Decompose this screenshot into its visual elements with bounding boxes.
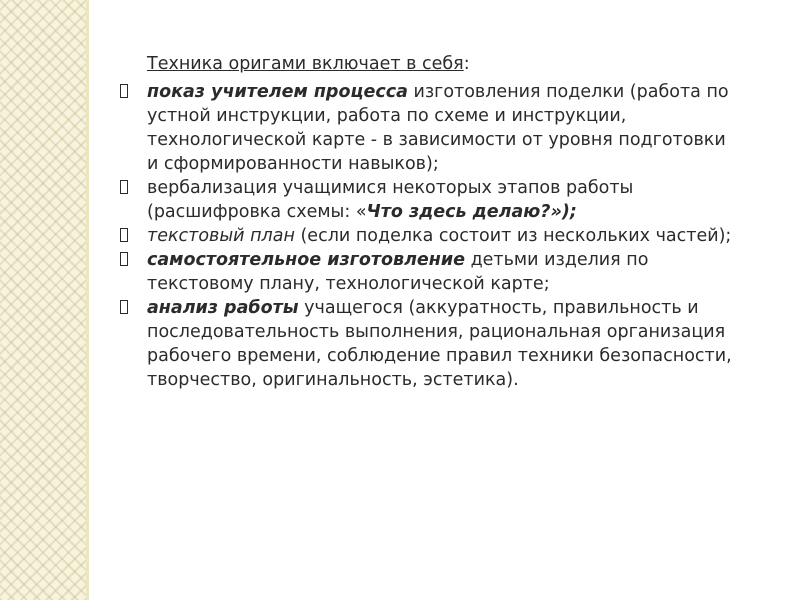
side-band-edge [86,0,89,600]
missing-glyph-bullet-icon [120,180,128,194]
slide-content [120,52,740,392]
item-italic: текстовый план [147,226,295,246]
item-emphasis: анализ работы [147,298,299,318]
list-item [120,296,740,392]
missing-glyph-bullet-icon [120,300,128,314]
missing-glyph-bullet-icon [120,228,128,242]
decorative-side-band [0,0,86,600]
heading-text: Техника оригами включает в себя [147,54,464,74]
item-text: (если поделка состоит из нескольких частей); [294,226,732,246]
item-emphasis: самостоятельное изготовление [147,250,465,270]
list-item [120,80,740,176]
item-emphasis: Что здесь делаю?»); [366,202,577,222]
item-text: вербализация учащимися некоторых этапов работы (расшифровка схемы: « [147,178,634,222]
missing-glyph-bullet-icon [120,252,128,266]
list-item [120,248,740,296]
item-text: детьми изделия по текстовому плану, технологической карте; [147,250,649,294]
item-text: изготовления поделки (работа по устной инструкции, работа по схеме и инструкции, технологической карте - в зависимости от уровня подготовки и сформированности навыков); [147,82,729,174]
item-text: учащегося (аккуратность, правильность и последовательность выполнения, рациональная организация рабочего времени, соблюдение правил техники безопасности, творчество, оригинальность, эстетика). [147,298,732,390]
missing-glyph-bullet-icon [120,84,128,98]
list-item [120,224,740,248]
heading [120,52,740,76]
item-emphasis: показ учителем процесса [147,82,408,102]
heading-colon: : [463,54,470,74]
list-item [120,176,740,224]
